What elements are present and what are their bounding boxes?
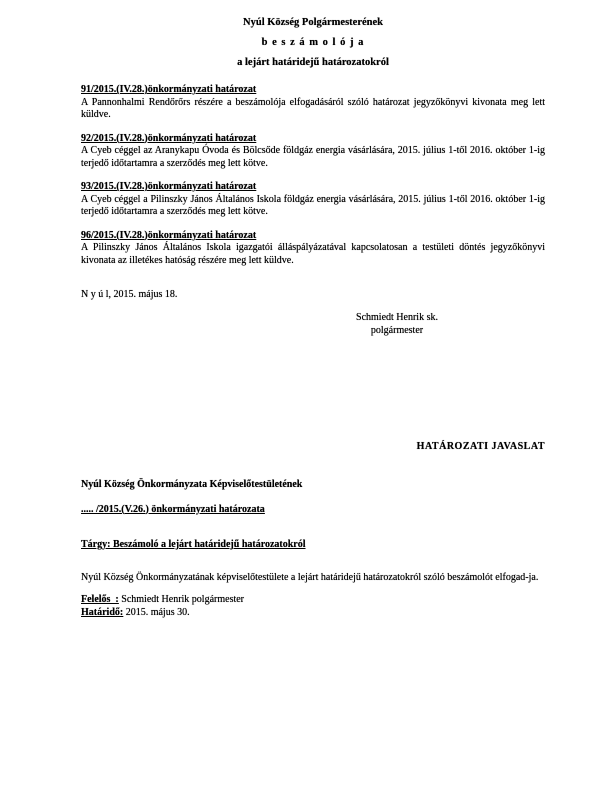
- resolution-heading: 91/2015.(IV.28.)önkormányzati határozat: [81, 84, 257, 95]
- resolution-section-96: [81, 230, 545, 268]
- resolution-status-text: A Pilinszky János Általános Iskola igazgatói álláspályázatával kapcsolatosan a testületi döntés jegyzőkönyvi kivonata az illetékes hatóság részére meg lett küldve.: [81, 242, 545, 266]
- title-line-author: Nyúl Község Polgármesterének: [243, 17, 383, 28]
- resolution-heading: 96/2015.(IV.28.)önkormányzati határozat: [81, 229, 257, 241]
- proposal-resolution-text: Nyúl Község Önkormányzatának képviselőtestülete a lejárt határidejű határozatokról szóló beszámolót elfogad-ja.: [81, 571, 539, 583]
- resolution-heading: 92/2015.(IV.28.)önkormányzati határozat: [81, 132, 257, 144]
- resolution-number-line: ..... /2015.(V.26.) önkormányzati határozata: [81, 503, 265, 515]
- responsible-label: Felelős :: [81, 594, 119, 605]
- dateline: N y ú l, 2015. május 18.: [81, 289, 178, 300]
- subject-line: [81, 539, 545, 552]
- subject-label: Tárgy:: [81, 539, 111, 550]
- proposal-heading: HATÁROZATI JAVASLAT: [416, 440, 545, 452]
- resolution-status-text: A Cyeb céggel az Aranykapu Óvoda és Bölcsőde földgáz energia vásárlására, 2015. július 1-től 2016. október 1-ig terjedő időtartamra a szerződés meg lett kötve.: [81, 145, 545, 169]
- resolution-section-92: [81, 133, 545, 171]
- resolution-heading: 93/2015.(IV.28.)önkormányzati határozat: [81, 181, 257, 192]
- meta-block: [81, 594, 545, 619]
- resolution-section-93: [81, 181, 545, 219]
- document-title: [81, 13, 545, 73]
- responsible-value: Schmiedt Henrik polgármester: [121, 594, 245, 605]
- council-line: Nyúl Község Önkormányzata Képviselőtestületének: [81, 479, 303, 490]
- deadline-value: 2015. május 30.: [125, 606, 190, 618]
- resolution-status-text: A Pannonhalmi Rendőrőrs részére a beszámolója elfogadásáról szóló határozat jegyzőkönyvi kivonata meg lett küldve.: [81, 96, 545, 120]
- signature-name: Schmiedt Henrik sk.: [356, 311, 438, 323]
- resolution-section-91: [81, 84, 545, 122]
- deadline-line: [81, 607, 545, 620]
- title-line-subject: a lejárt határidejű határozatokról: [237, 57, 389, 68]
- deadline-label: Határidő:: [81, 606, 124, 618]
- resolution-status-text: A Cyeb céggel a Pilinszky János Általános Iskola földgáz energia vásárlására, 2015. július 1-től 2016. október 1-ig terjedő időtartamra a szerződés meg lett kötve.: [81, 193, 545, 217]
- subject-text: Beszámoló a lejárt határidejű határozatokról: [112, 539, 306, 550]
- responsible-line: [81, 594, 545, 607]
- title-line-report: b e s z á m o l ó j a: [261, 37, 365, 48]
- signature-role: polgármester: [370, 324, 424, 336]
- signature-block: [301, 311, 493, 337]
